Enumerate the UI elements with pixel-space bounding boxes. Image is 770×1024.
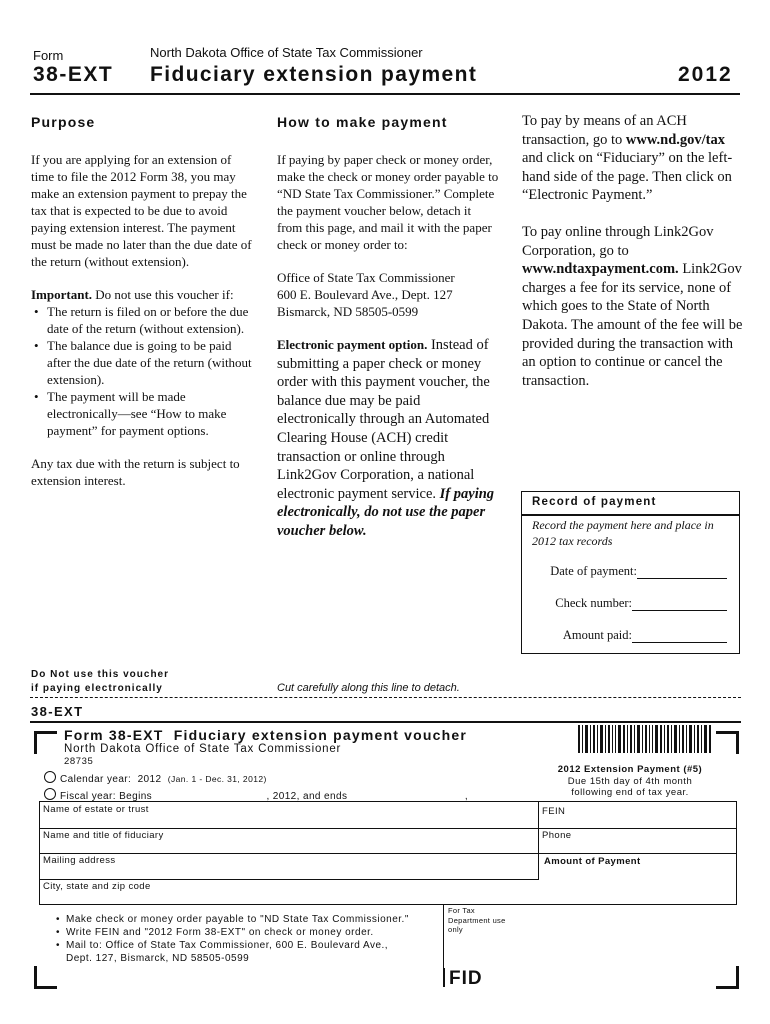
check-label: Check number: (555, 596, 632, 610)
due-date-line: following end of tax year. (571, 787, 689, 798)
agency-name: North Dakota Office of State Tax Commissioner (150, 45, 423, 60)
cut-line (30, 697, 741, 698)
electronic-text: Instead of submitting a paper check or money order with this payment voucher, the balance due may be paid electronically through an Automated Clearing House (ACH) credit transaction or online through Link2Gov Corporation, a national electronic payment service. (277, 337, 490, 502)
calendar-year-radio[interactable] (44, 771, 56, 783)
phone-label: Phone (542, 830, 572, 841)
fid-label: FID (449, 968, 483, 989)
purpose-intro: If you are applying for an extension of time to file the 2012 Form 38, you may make an extension payment to prepay the tax that is expected to be due to avoid paying extension interest. The payment must be made no later than the due date of the return (without extension). (31, 152, 252, 269)
date-of-payment-field[interactable] (550, 564, 727, 579)
fid-bar (443, 968, 445, 987)
amount-payment-label: Amount of Payment (544, 856, 641, 867)
page-title: Fiduciary extension payment (150, 63, 478, 86)
corner-mark (34, 731, 57, 754)
header-rule (30, 93, 740, 95)
electronic-warning: If paying electronically, do not use the paper voucher below. (277, 485, 495, 539)
ach-url[interactable]: www.nd.gov/tax (625, 131, 726, 148)
calendar-label: Calendar year: (60, 774, 132, 785)
fiscal-year-radio[interactable] (44, 788, 56, 800)
calendar-dates: (Jan. 1 - Dec. 31, 2012) (167, 774, 267, 784)
corner-mark (34, 966, 57, 989)
voucher-title: Form 38-EXT Fiduciary extension payment voucher (64, 727, 468, 743)
voucher-agency: North Dakota Office of State Tax Commissioner (64, 743, 342, 755)
check-number-field[interactable] (555, 596, 727, 611)
cut-warning (31, 668, 169, 696)
note-continuation: Dept. 127, Bismarck, ND 58505-0599 (66, 953, 250, 964)
cut-instruction: Cut carefully along this line to detach. (277, 682, 460, 694)
fiscal-year-text: , 2012, and ends (266, 791, 348, 802)
note-item: • Make check or money order payable to "ND State Tax Commissioner." (56, 914, 409, 925)
voucher-rule (30, 721, 741, 723)
due-date-line: Due 15th day of 4th month (567, 775, 693, 787)
howto-section (277, 151, 499, 541)
mailing-address (277, 269, 499, 320)
city-label: City, state and zip code (43, 881, 151, 892)
purpose-section (31, 151, 256, 489)
payment-type: 2012 Extension Payment (#5) (557, 764, 703, 775)
voucher-form-number: 38-EXT (31, 704, 84, 719)
address-line: Office of State Tax Commissioner (277, 270, 455, 285)
corner-mark (716, 966, 739, 989)
voucher-notes (56, 913, 409, 965)
link2gov-intro: To pay online through Link2Gov Corporation, go to (522, 223, 714, 259)
note-item: • Write FEIN and "2012 Form 38-EXT" on check or money order. (56, 927, 374, 938)
fiduciary-label: Name and title of fiduciary (43, 830, 164, 841)
important-label: Important. (31, 287, 93, 302)
paper-payment-text: If paying by paper check or money order, make the check or money order payable to “ND State Tax Commissioner.” Complete the payment voucher below, detach it from this page, and mail it with the paper check or money order to: (277, 152, 499, 252)
record-of-payment-box (521, 491, 740, 654)
calendar-year-option[interactable] (44, 771, 267, 785)
important-note (31, 286, 256, 303)
purpose-bullet: • The return is filed on or before the due date of the return (without extension). (31, 303, 256, 337)
electronic-label: Electronic payment option. (277, 337, 428, 352)
purpose-bullet: • The payment will be made electronically—see “How to make payment” for payment options. (31, 388, 256, 439)
estate-name-label: Name of estate or trust (43, 804, 149, 815)
payment-info (545, 764, 715, 799)
date-label: Date of payment: (550, 564, 637, 578)
cut-warning-line: Do Not use this voucher (31, 669, 170, 680)
calendar-value: 2012 (137, 774, 162, 785)
estate-name-field[interactable] (43, 804, 149, 815)
city-state-zip-field[interactable] (43, 881, 151, 892)
electronic-option (277, 336, 499, 541)
form-number: 38-EXT (33, 63, 114, 86)
address-line: 600 E. Boulevard Ave., Dept. 127 (277, 287, 453, 302)
cut-warning-line: if paying electronically (31, 683, 163, 694)
electronic-section (522, 112, 746, 390)
fiscal-comma: , (464, 791, 469, 802)
fein-label: FEIN (542, 806, 566, 817)
fein-field[interactable] (542, 806, 565, 817)
record-instructions: Record the payment here and place in 2012 tax records (532, 518, 714, 548)
fiscal-year-option[interactable] (44, 788, 515, 802)
record-heading: Record of payment (532, 496, 657, 508)
phone-field[interactable] (542, 830, 571, 841)
mailing-label: Mailing address (43, 855, 116, 866)
ach-intro: To pay by means of an ACH transaction, go to (522, 113, 687, 148)
howto-heading: How to make payment (277, 114, 448, 130)
voucher-fields (39, 801, 737, 905)
purpose-bullet: • The balance due is going to be paid after the due date of the return (without extension). (31, 337, 256, 388)
corner-mark (716, 731, 739, 754)
amount-of-payment-field[interactable] (544, 856, 641, 867)
dept-use-label: For Tax Department use only (448, 906, 506, 934)
link2gov-text (522, 223, 746, 390)
amount-paid-field[interactable] (563, 628, 727, 643)
fiduciary-name-field[interactable] (43, 830, 164, 841)
form-label: Form (33, 48, 64, 63)
address-line: Bismarck, ND 58505-0599 (277, 304, 419, 319)
fiscal-label: Fiscal year: Begins (60, 791, 153, 802)
purpose-heading: Purpose (31, 114, 96, 130)
tax-year: 2012 (678, 63, 733, 86)
ach-text (522, 112, 746, 205)
barcode (578, 725, 713, 753)
record-divider (522, 514, 739, 516)
link2gov-fee-text: Link2Gov charges a fee for its service, none of which goes to the State of North Dakota. The amount of the fee will be provided during the transaction with an option to continue or cancel the transaction. (522, 261, 743, 389)
link2gov-url[interactable]: www.ndtaxpayment.com. (522, 261, 679, 278)
purpose-footer: Any tax due with the return is subject to extension interest. (31, 456, 240, 488)
note-item: • Mail to: Office of State Tax Commissioner, 600 E. Boulevard Ave., (56, 940, 389, 951)
mailing-address-field[interactable] (43, 855, 116, 866)
amount-label: Amount paid: (562, 628, 632, 642)
important-text: Do not use this voucher if: (95, 287, 234, 302)
voucher-code: 28735 (64, 756, 94, 767)
ach-instructions: and click on “Fiduciary” on the left-hand side of the page. Then click on “Electronic Payment.” (522, 150, 733, 204)
